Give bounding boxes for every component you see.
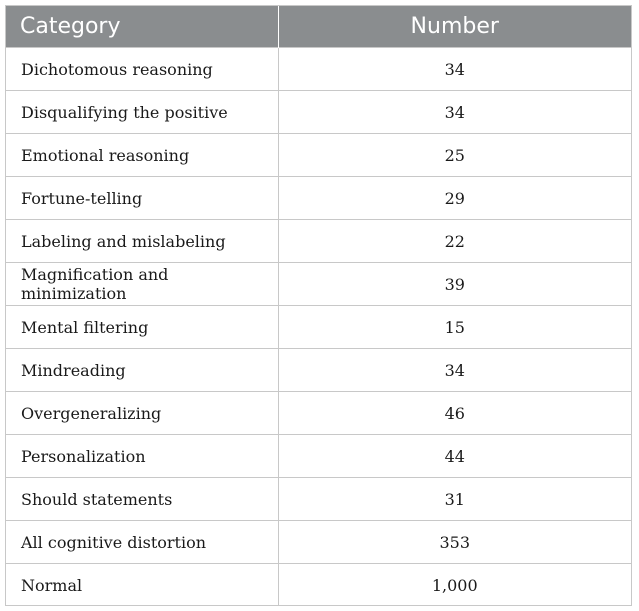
category-cell: Personalization <box>6 435 278 478</box>
table-row <box>6 349 631 392</box>
table-header <box>6 6 631 48</box>
table-row <box>6 134 631 177</box>
number-cell: 34 <box>278 349 631 392</box>
header-row <box>6 6 631 48</box>
category-cell: All cognitive distortion <box>6 521 278 564</box>
category-cell: Should statements <box>6 478 278 521</box>
table-row <box>6 564 631 607</box>
category-cell: Mindreading <box>6 349 278 392</box>
category-cell: Labeling and mislabeling <box>6 220 278 263</box>
header-category: Category <box>6 6 278 48</box>
table-row <box>6 435 631 478</box>
category-cell: Disqualifying the positive <box>6 91 278 134</box>
category-cell: Overgeneralizing <box>6 392 278 435</box>
table-row <box>6 263 631 306</box>
category-cell: Dichotomous reasoning <box>6 48 278 91</box>
data-table <box>5 5 632 606</box>
category-cell: Mental filtering <box>6 306 278 349</box>
table-row <box>6 392 631 435</box>
table-row <box>6 306 631 349</box>
number-cell: 22 <box>278 220 631 263</box>
number-cell: 1,000 <box>278 564 631 607</box>
table-row <box>6 521 631 564</box>
number-cell: 15 <box>278 306 631 349</box>
number-cell: 39 <box>278 263 631 306</box>
category-cell: Fortune-telling <box>6 177 278 220</box>
category-cell: Magnification and minimization <box>6 263 278 306</box>
number-cell: 31 <box>278 478 631 521</box>
category-cell: Emotional reasoning <box>6 134 278 177</box>
number-cell: 46 <box>278 392 631 435</box>
table-row <box>6 220 631 263</box>
header-number: Number <box>278 6 631 48</box>
table-row <box>6 91 631 134</box>
number-cell: 25 <box>278 134 631 177</box>
category-cell: Normal <box>6 564 278 607</box>
number-cell: 34 <box>278 91 631 134</box>
number-cell: 29 <box>278 177 631 220</box>
table-row <box>6 478 631 521</box>
number-cell: 44 <box>278 435 631 478</box>
number-cell: 34 <box>278 48 631 91</box>
table-body <box>6 48 631 607</box>
number-cell: 353 <box>278 521 631 564</box>
table-row <box>6 48 631 91</box>
category-count-table <box>6 6 631 606</box>
table-row <box>6 177 631 220</box>
